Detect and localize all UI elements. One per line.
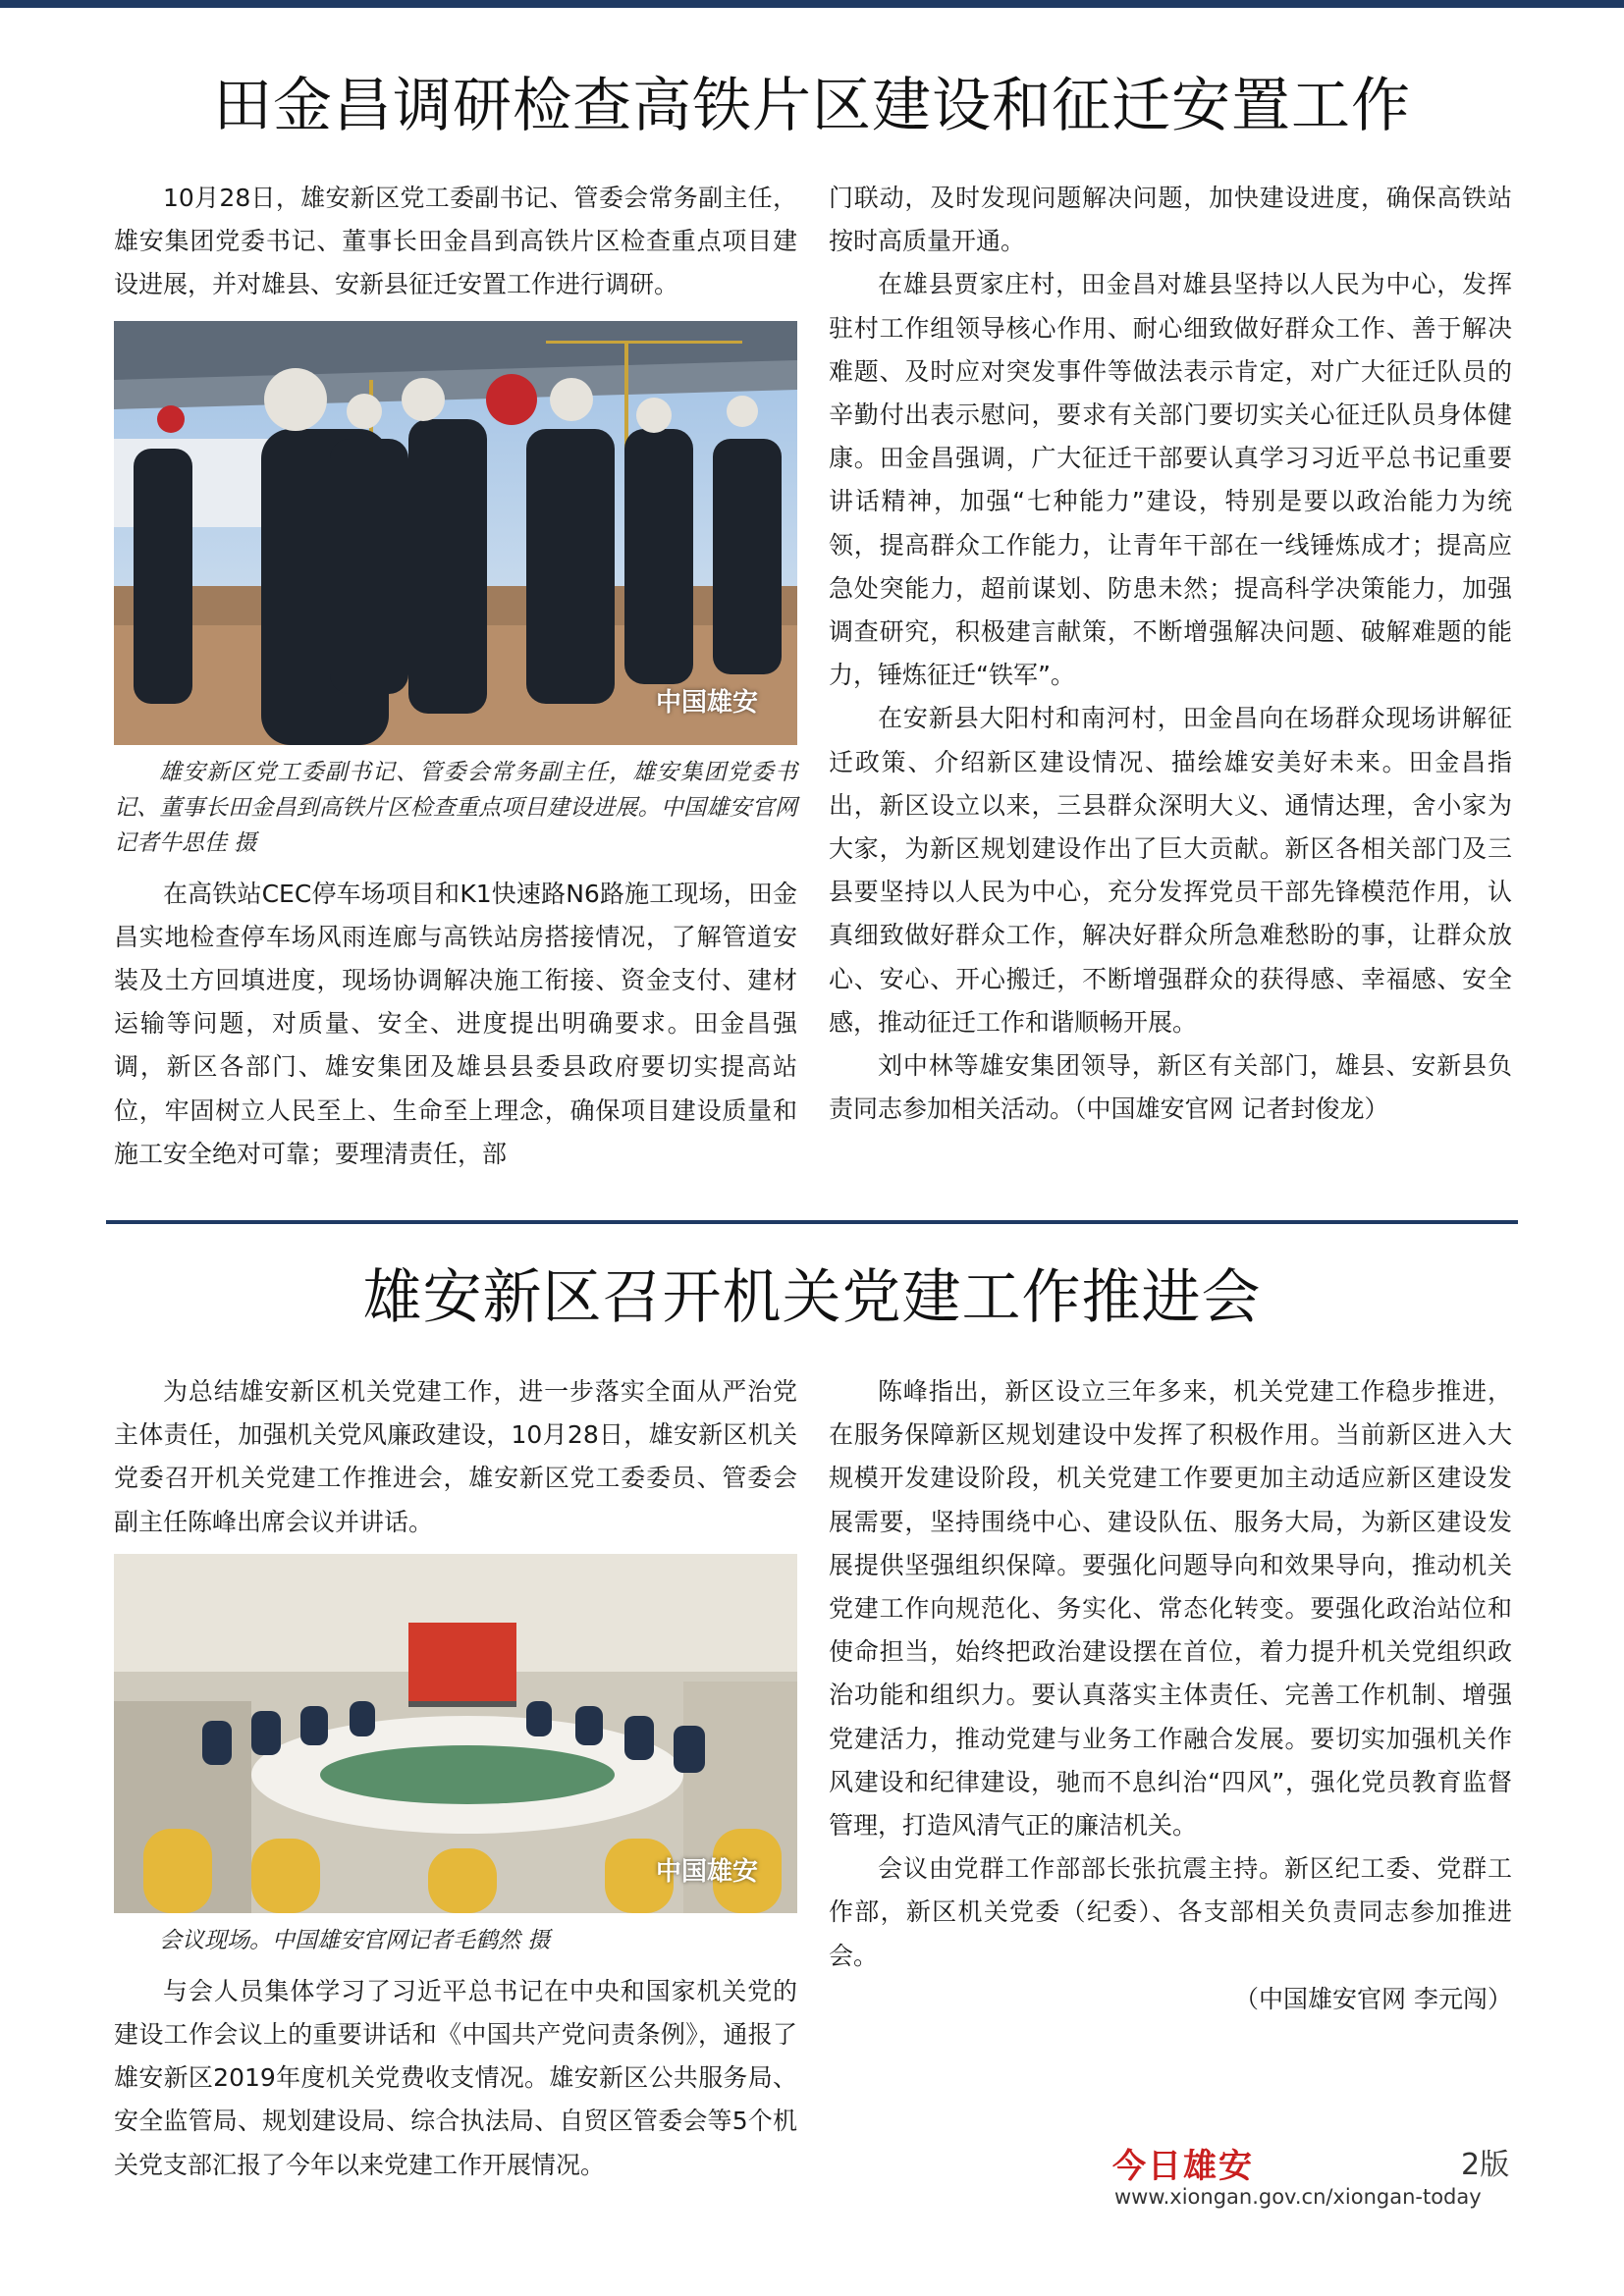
article1-left-column — [114, 177, 797, 1176]
article2-paragraph: 会议由党群工作部部长张抗震主持。新区纪工委、党群工作部，新区机关党委（纪委）、各支部相关负责同志参加推进会。 — [829, 1854, 1512, 1970]
article1-right-column — [829, 177, 1512, 1131]
article2-credit: （中国雄安官网 李元闯） — [1234, 1984, 1512, 2013]
article2-paragraph: 与会人员集体学习了习近平总书记在中央和国家机关党的建设工作会议上的重要讲话和《中国共产党问责条例》，通报了雄安新区2019年度机关党费收支情况。雄安新区公共服务局、安全监管局、规划建设局、综合执法局、自贸区管委会等5个机关党支部汇报了今年以来党建工作开展情况。 — [114, 1976, 797, 2179]
article1-paragraph: 在雄县贾家庄村，田金昌对雄县坚持以人民为中心，发挥驻村工作组领导核心作用、耐心细致做好群众工作、善于解决难题、及时应对突发事件等做法表示肯定，对广大征迁队员的辛勤付出表示慰问，要求有关部门要切实关心征迁队员身体健康。田金昌强调，广大征迁干部要认真学习习近平总书记重要讲话精神，加强“七种能力”建设，特别是要以政治能力为统领，提高群众工作能力，让青年干部在一线锤炼成才；提高应急处突能力，超前谋划、防患未然；提高科学决策能力，加强调查研究，积极建言献策，不断增强解决问题、破解难题的能力，锤炼征迁“铁军”。 — [829, 270, 1512, 690]
footer-logo: 今日雄安 — [1112, 2147, 1254, 2186]
article2-photo — [114, 1554, 797, 1913]
photo-watermark: 中国雄安 — [655, 688, 758, 719]
article2-paragraph: 陈峰指出，新区设立三年多来，机关党建工作稳步推进，在服务保障新区规划建设中发挥了积极作用。当前新区进入大规模开发建设阶段，机关党建工作要更加主动适应新区建设发展需要，坚持围绕中心、建设队伍、服务大局，为新区建设发展提供坚强组织保障。要强化问题导向和效果导向，推动机关党建工作向规范化、务实化、常态化转变。要强化政治站位和使命担当，始终把政治建设摆在首位，着力提升机关党组织政治功能和组织力。要认真落实主体责任、完善工作机制、增强党建活力，推动党建与业务工作融合发展。要切实加强机关作风建设和纪律建设，驰而不息纠治“四风”，强化党员教育监督管理，打造风清气正的廉洁机关。 — [829, 1377, 1512, 1841]
section-divider — [106, 1220, 1518, 1224]
article1-paragraph: 在高铁站CEC停车场项目和K1快速路N6路施工现场，田金昌实地检查停车场风雨连廊与高铁站房搭接情况，了解管道安装及土方回填进度，现场协调解决施工衔接、资金支付、建材运输等问题，对质量、安全、进度提出明确要求。田金昌强调，新区各部门、雄安集团及雄县县委县政府要切实提高站位，牢固树立人民至上、生命至上理念，确保项目建设质量和施工安全绝对可靠；要理清责任，部 — [114, 879, 797, 1168]
top-bar — [0, 0, 1624, 8]
article1-paragraph: 10月28日，雄安新区党工委副书记、管委会常务副主任，雄安集团党委书记、董事长田金昌到高铁片区检查重点项目建设进展，并对雄县、安新县征迁安置工作进行调研。 — [114, 184, 797, 299]
article2-left-column — [114, 1370, 797, 2187]
article1-title: 田金昌调研检查高铁片区建设和征迁安置工作 — [213, 72, 1411, 140]
article2-right-column — [829, 1370, 1512, 2021]
article1-paragraph: 门联动，及时发现问题解决问题，加快建设进度，确保高铁站按时高质量开通。 — [829, 184, 1512, 256]
article1-paragraph: 在安新县大阳村和南河村，田金昌向在场群众现场讲解征迁政策、介绍新区建设情况、描绘雄安美好未来。田金昌指出，新区设立以来，三县群众深明大义、通情达理，舍小家为大家，为新区规划建设作出了巨大贡献。新区各相关部门及三县要坚持以人民为中心，充分发挥党员干部先锋模范作用，认真细致做好群众工作，解决好群众所急难愁盼的事，让群众放心、安心、开心搬迁，不断增强群众的获得感、幸福感、安全感，推动征迁工作和谐顺畅开展。 — [829, 704, 1512, 1037]
page-number: 2版 — [1461, 2148, 1510, 2182]
article1-photo-caption: 雄安新区党工委副书记、管委会常务副主任，雄安集团党委书记、董事长田金昌到高铁片区检查重点项目建设进展。中国雄安官网记者牛思佳 摄 — [114, 759, 797, 856]
article2-photo-caption: 会议现场。中国雄安官网记者毛鹤然 摄 — [159, 1927, 551, 1953]
article1-photo — [114, 321, 797, 745]
footer-url: www.xiongan.gov.cn/xiongan-today — [1114, 2185, 1482, 2209]
article2-title: 雄安新区召开机关党建工作推进会 — [362, 1263, 1262, 1332]
article2-paragraph: 为总结雄安新区机关党建工作，进一步落实全面从严治党主体责任，加强机关党风廉政建设，10月28日，雄安新区机关党委召开机关党建工作推进会，雄安新区党工委委员、管委会副主任陈峰出席会议并讲话。 — [114, 1377, 797, 1536]
photo-watermark: 中国雄安 — [655, 1856, 758, 1887]
article1-paragraph: 刘中林等雄安集团领导，新区有关部门，雄县、安新县负责同志参加相关活动。（中国雄安官网 记者封俊龙） — [829, 1051, 1512, 1124]
